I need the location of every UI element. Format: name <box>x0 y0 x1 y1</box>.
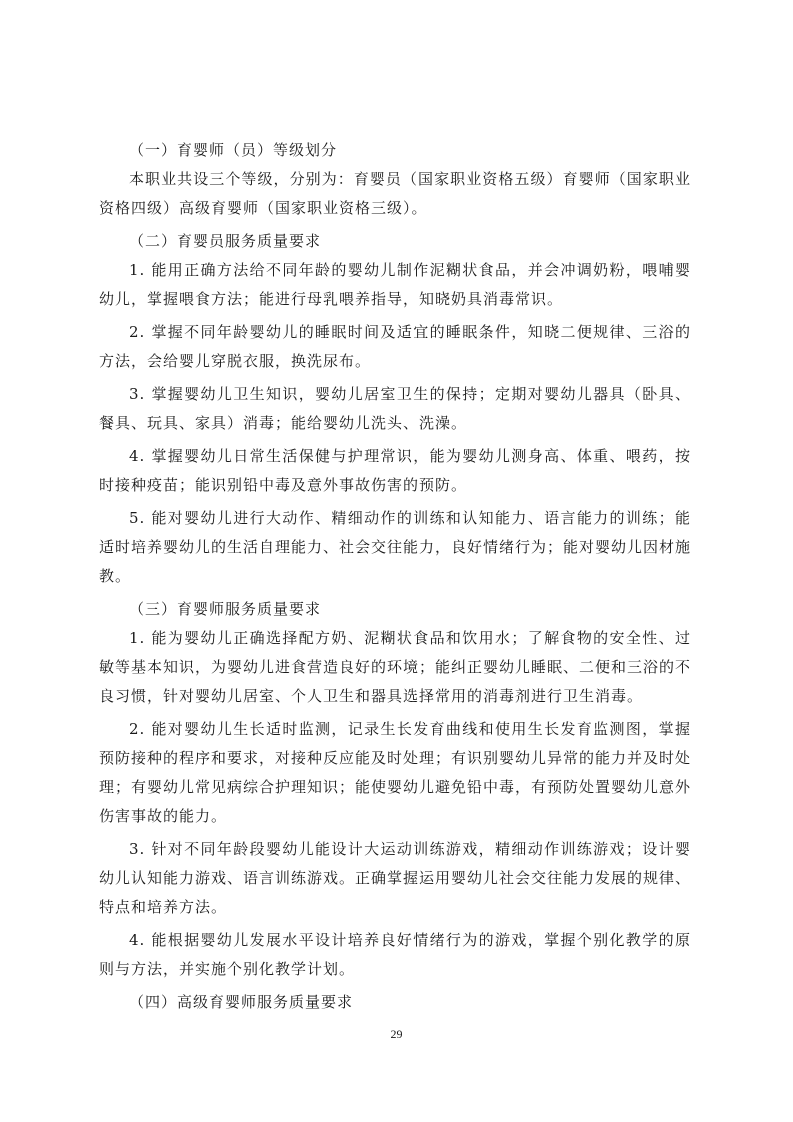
section-heading-nursery-teacher: （三）育婴师服务质量要求 <box>129 600 322 618</box>
paragraph-item: 2. 掌握不同年龄婴幼儿的睡眠时间及适宜的睡眠条件，知晓二便规律、三浴的方法，会给婴儿穿脱衣服，换洗尿布。 <box>99 323 691 370</box>
paragraph-item: 2. 能对婴幼儿生长适时监测，记录生长发育曲线和使用生长发育监测图，掌握预防接种的程序和要求，对接种反应能及时处理；有识别婴幼儿异常的能力并及时处理；有婴幼儿常见病综合护理知识；能使婴幼儿避免铅中毒，有预防处置婴幼儿意外伤害事故的能力。 <box>99 720 692 825</box>
paragraph-grades: 本职业共设三个等级，分别为：育婴员（国家职业资格五级）育婴师（国家职业资格四级）高级育婴师（国家职业资格三级）。 <box>99 170 691 217</box>
paragraph-item: 1. 能用正确方法给不同年龄的婴幼儿制作泥糊状食品，并会冲调奶粉，喂哺婴幼儿，掌握喂食方法；能进行母乳喂养指导，知晓奶具消毒常识。 <box>99 261 691 308</box>
section-heading-grades: （一）育婴师（员）等级划分 <box>129 141 338 159</box>
section-heading-senior-nursery-teacher: （四）高级育婴师服务质量要求 <box>129 993 354 1011</box>
paragraph-item: 5. 能对婴幼儿进行大动作、精细动作的训练和认知能力、语言能力的训练；能适时培养婴幼儿的生活自理能力、社会交往能力，良好情绪行为；能对婴幼儿因材施教。 <box>99 509 692 585</box>
paragraph-item: 4. 掌握婴幼儿日常生活保健与护理常识，能为婴幼儿测身高、体重、喂药，按时接种疫苗；能识别铅中毒及意外事故伤害的预防。 <box>99 447 691 494</box>
paragraph-item: 4. 能根据婴幼儿发展水平设计培养良好情绪行为的游戏，掌握个别化教学的原则与方法，并实施个别化教学计划。 <box>99 931 691 978</box>
paragraph-item: 3. 掌握婴幼儿卫生知识，婴幼儿居室卫生的保持；定期对婴幼儿器具（卧具、餐具、玩具、家具）消毒；能给婴幼儿洗头、洗澡。 <box>99 385 691 432</box>
paragraph-item: 3. 针对不同年龄段婴幼儿能设计大运动训练游戏，精细动作训练游戏；设计婴幼儿认知能力游戏、语言训练游戏。正确掌握运用婴幼儿社会交往能力发展的规律、特点和培养方法。 <box>99 840 692 916</box>
section-heading-nursery-worker: （二）育婴员服务质量要求 <box>129 232 322 250</box>
page-number: 29 <box>390 1027 403 1041</box>
paragraph-item: 1. 能为婴幼儿正确选择配方奶、泥糊状食品和饮用水；了解食物的安全性、过敏等基本知识，为婴幼儿进食营造良好的环境；能纠正婴幼儿睡眠、二便和三浴的不良习惯，针对婴幼儿居室、个人卫生和器具选择常用的消毒剂进行卫生消毒。 <box>99 629 692 705</box>
document-body <box>99 136 691 1017</box>
